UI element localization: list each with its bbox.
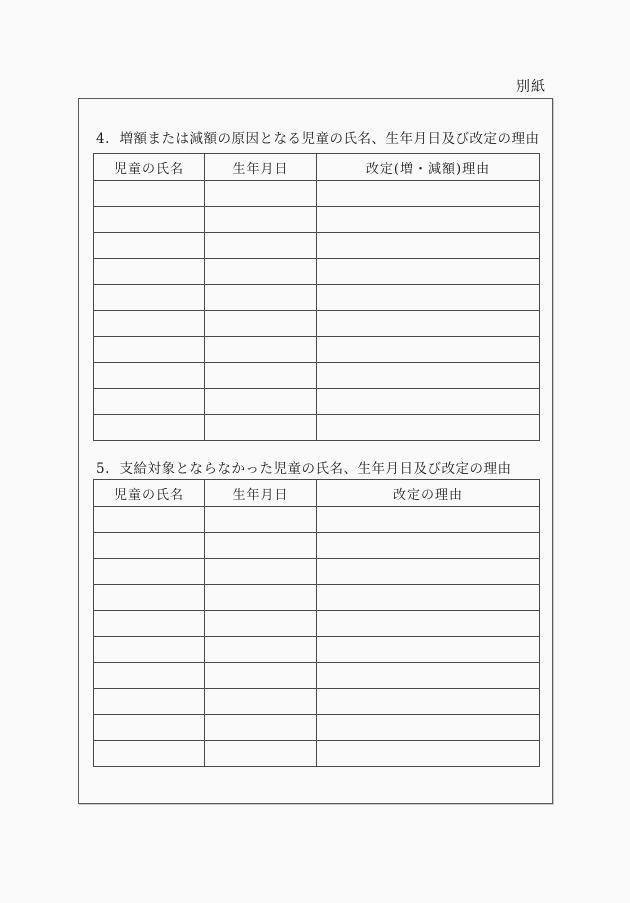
table-row (94, 663, 540, 689)
table-row (94, 741, 540, 767)
table-row (94, 715, 540, 741)
empty-cell (205, 611, 317, 637)
empty-cell (317, 637, 540, 663)
empty-cell (94, 741, 205, 767)
table-row (94, 585, 540, 611)
empty-cell (205, 715, 317, 741)
table-row (94, 637, 540, 663)
empty-cell (317, 285, 540, 311)
column-header: 児童の氏名 (94, 154, 205, 181)
empty-cell (317, 663, 540, 689)
empty-cell (205, 741, 317, 767)
empty-cell (317, 507, 540, 533)
empty-cell (317, 363, 540, 389)
table-row (94, 311, 540, 337)
empty-cell (205, 337, 317, 363)
empty-cell (205, 637, 317, 663)
empty-cell (317, 533, 540, 559)
empty-cell (94, 233, 205, 259)
empty-cell (94, 259, 205, 285)
empty-cell (317, 259, 540, 285)
table-row (94, 611, 540, 637)
empty-cell (205, 533, 317, 559)
empty-cell (94, 363, 205, 389)
empty-cell (94, 415, 205, 441)
empty-cell (317, 207, 540, 233)
table-row (94, 689, 540, 715)
table-row (94, 207, 540, 233)
column-header: 改定(増・減額)理由 (317, 154, 540, 181)
section-5-title: 5. 支給対象とならなかった児童の氏名、生年月日及び改定の理由 (96, 461, 512, 477)
table-row (94, 559, 540, 585)
empty-cell (317, 611, 540, 637)
empty-cell (205, 233, 317, 259)
table-row (94, 363, 540, 389)
column-header: 児童の氏名 (94, 480, 205, 507)
empty-cell (94, 507, 205, 533)
section-4-title: 4. 増額または減額の原因となる児童の氏名、生年月日及び改定の理由 (96, 131, 540, 147)
form-border-box (78, 98, 553, 804)
table-row (94, 507, 540, 533)
empty-cell (94, 585, 205, 611)
empty-cell (94, 689, 205, 715)
empty-cell (205, 663, 317, 689)
table-row (94, 285, 540, 311)
empty-cell (317, 233, 540, 259)
empty-cell (94, 559, 205, 585)
empty-cell (94, 663, 205, 689)
empty-cell (205, 363, 317, 389)
table-row (94, 389, 540, 415)
empty-cell (317, 415, 540, 441)
empty-cell (94, 715, 205, 741)
empty-cell (205, 181, 317, 207)
empty-cell (94, 611, 205, 637)
empty-cell (317, 181, 540, 207)
column-header: 改定の理由 (317, 480, 540, 507)
empty-cell (94, 181, 205, 207)
empty-cell (94, 337, 205, 363)
empty-cell (317, 311, 540, 337)
table-row (94, 415, 540, 441)
empty-cell (317, 715, 540, 741)
table-row (94, 533, 540, 559)
empty-cell (94, 533, 205, 559)
empty-cell (205, 285, 317, 311)
empty-cell (317, 741, 540, 767)
section-5-table (93, 479, 540, 767)
empty-cell (205, 311, 317, 337)
empty-cell (317, 389, 540, 415)
attachment-corner-label: 別紙 (516, 79, 546, 95)
empty-cell (94, 311, 205, 337)
empty-cell (205, 689, 317, 715)
empty-cell (205, 207, 317, 233)
empty-cell (317, 337, 540, 363)
table-row (94, 337, 540, 363)
column-header: 生年月日 (205, 480, 317, 507)
empty-cell (94, 207, 205, 233)
empty-cell (317, 689, 540, 715)
empty-cell (205, 507, 317, 533)
header-row (94, 154, 540, 181)
empty-cell (205, 389, 317, 415)
empty-cell (94, 389, 205, 415)
empty-cell (205, 259, 317, 285)
empty-cell (317, 585, 540, 611)
header-row (94, 480, 540, 507)
table-row (94, 181, 540, 207)
empty-cell (94, 637, 205, 663)
empty-cell (317, 559, 540, 585)
column-header: 生年月日 (205, 154, 317, 181)
empty-cell (205, 415, 317, 441)
table-row (94, 259, 540, 285)
empty-cell (205, 585, 317, 611)
empty-cell (94, 285, 205, 311)
table-row (94, 233, 540, 259)
section-4-table (93, 153, 540, 441)
empty-cell (205, 559, 317, 585)
